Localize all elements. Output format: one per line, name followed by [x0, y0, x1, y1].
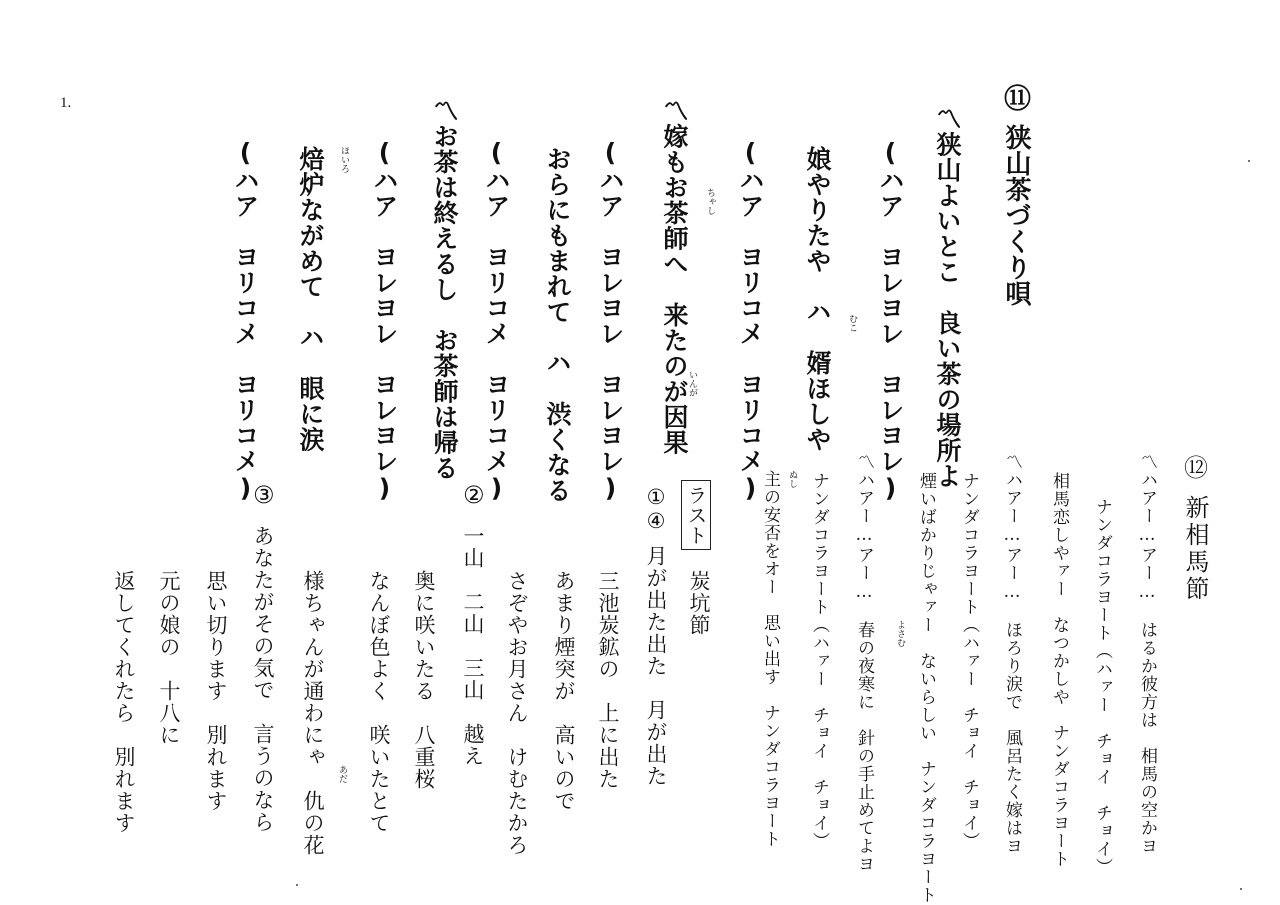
song11-line-4: (ハア ヨリコメ ヨリコメ) [736, 138, 765, 503]
tankobushi-line-1: 月が出た出た 月が出た [644, 545, 668, 787]
last-label-box: ラスト [681, 480, 711, 550]
song11-line-9: 〽お茶は終えるし お茶師は帰る [430, 98, 459, 481]
tankobushi-line-3: あまり煙突が 高いので [552, 570, 576, 812]
song11-line-1: 〽狭山よいとこ 良い茶の場所よ [933, 106, 962, 489]
tankobushi-line-2: 三池炭鉱の 上に出た [596, 570, 620, 790]
ruby-inga: いんが [687, 370, 697, 397]
song12-line-4: 〽ハアー…アー… ほろり涙で 風呂たく嫁はヨ [1002, 453, 1022, 855]
song12-line-6: 煙いばかりじゃァー ないらしい ナンダコラヨート [916, 472, 936, 904]
song11-line-2: (ハア ヨレヨレ ヨレヨレ) [876, 138, 905, 503]
verse2-line-4: 様ちゃんが通わにゃ 仇の花 [301, 570, 325, 856]
song11-line-5: 〽嫁もお茶師へ 来たのが因果 [660, 98, 689, 455]
ruby-chashi: ちゃし [705, 188, 715, 215]
tankobushi-line-4: さぞやお月さん けむたかろ [505, 570, 529, 856]
song11-line-6: (ハア ヨレヨレ ヨレヨレ) [596, 138, 625, 503]
verse3-line-4: 返してくれたら 別れます [112, 570, 136, 834]
song12-line-1: 〽ハアー…アー… はるか彼方は 相馬の空かヨ [1137, 453, 1157, 855]
verse2-number: ② [463, 481, 485, 509]
song12-line-8: ナンダコラヨート（ハァー チョイ チョイ） [809, 472, 829, 850]
song11-line-11: 焙炉ながめて ハ 眼に涙 [296, 146, 325, 452]
ruby-nushi: ぬし [787, 470, 797, 488]
verse3-line-1: あなたがその気で 言うのなら [251, 525, 275, 833]
page-number: 1. [60, 95, 72, 111]
verse2-line-3: なんぼ色よく 咲いたとて [367, 570, 391, 834]
ruby-ada: あだ [337, 765, 347, 783]
song11-title: 狭山茶づくり唄 [1001, 124, 1031, 306]
song12-title: 新相馬節 [1181, 495, 1209, 603]
song11-line-3: 娘やりたや ハ 婿ほしや [803, 146, 832, 452]
song12-number: ⑫ [1184, 454, 1208, 482]
ruby-yosamu: よさむ [895, 620, 905, 647]
scan-speck [1240, 888, 1242, 890]
verse3-line-3: 元の娘の 十八に [157, 570, 181, 746]
song11-number: ⑪ [1004, 84, 1031, 115]
scan-speck [1248, 160, 1250, 162]
song12-line-3: 相馬恋しやァー なつかしや ナンダコラヨート [1049, 472, 1069, 868]
ruby-hoiro: ほいろ [339, 146, 349, 173]
song11-line-10: (ハア ヨレヨレ ヨレヨレ) [370, 138, 399, 503]
song12-line-2: ナンダコラヨート（ハァー チョイ チョイ） [1092, 498, 1112, 876]
tankobushi-verse-numbers: ①④ [644, 485, 668, 533]
tankobushi-title: 炭坑節 [687, 570, 711, 636]
song12-line-5: ナンダコラヨート（ハァー チョイ チョイ） [959, 472, 979, 850]
song11-line-12: (ハア ヨリコメ ヨリコメ) [231, 138, 260, 503]
song11-line-8: (ハア ヨリコメ ヨリコメ) [482, 138, 511, 503]
ruby-muko: むこ [847, 314, 857, 332]
scan-speck [296, 884, 298, 886]
verse2-line-2: 奥に咲いたる 八重桜 [412, 570, 436, 790]
verse2-line-1: 一山 二山 三山 越え [461, 525, 485, 767]
song12-line-9: 主の安否をオー 思い出す ナンダコラヨート [760, 470, 780, 848]
verse3-number: ③ [253, 481, 275, 509]
verse3-line-2: 思い切ります 別れます [204, 570, 228, 812]
song11-line-7: おらにもまれて ハ 渋くなる [543, 146, 572, 503]
song12-line-7: 〽ハアー…アー… 春の夜寒に 針の手止めてよヨ [854, 453, 874, 873]
